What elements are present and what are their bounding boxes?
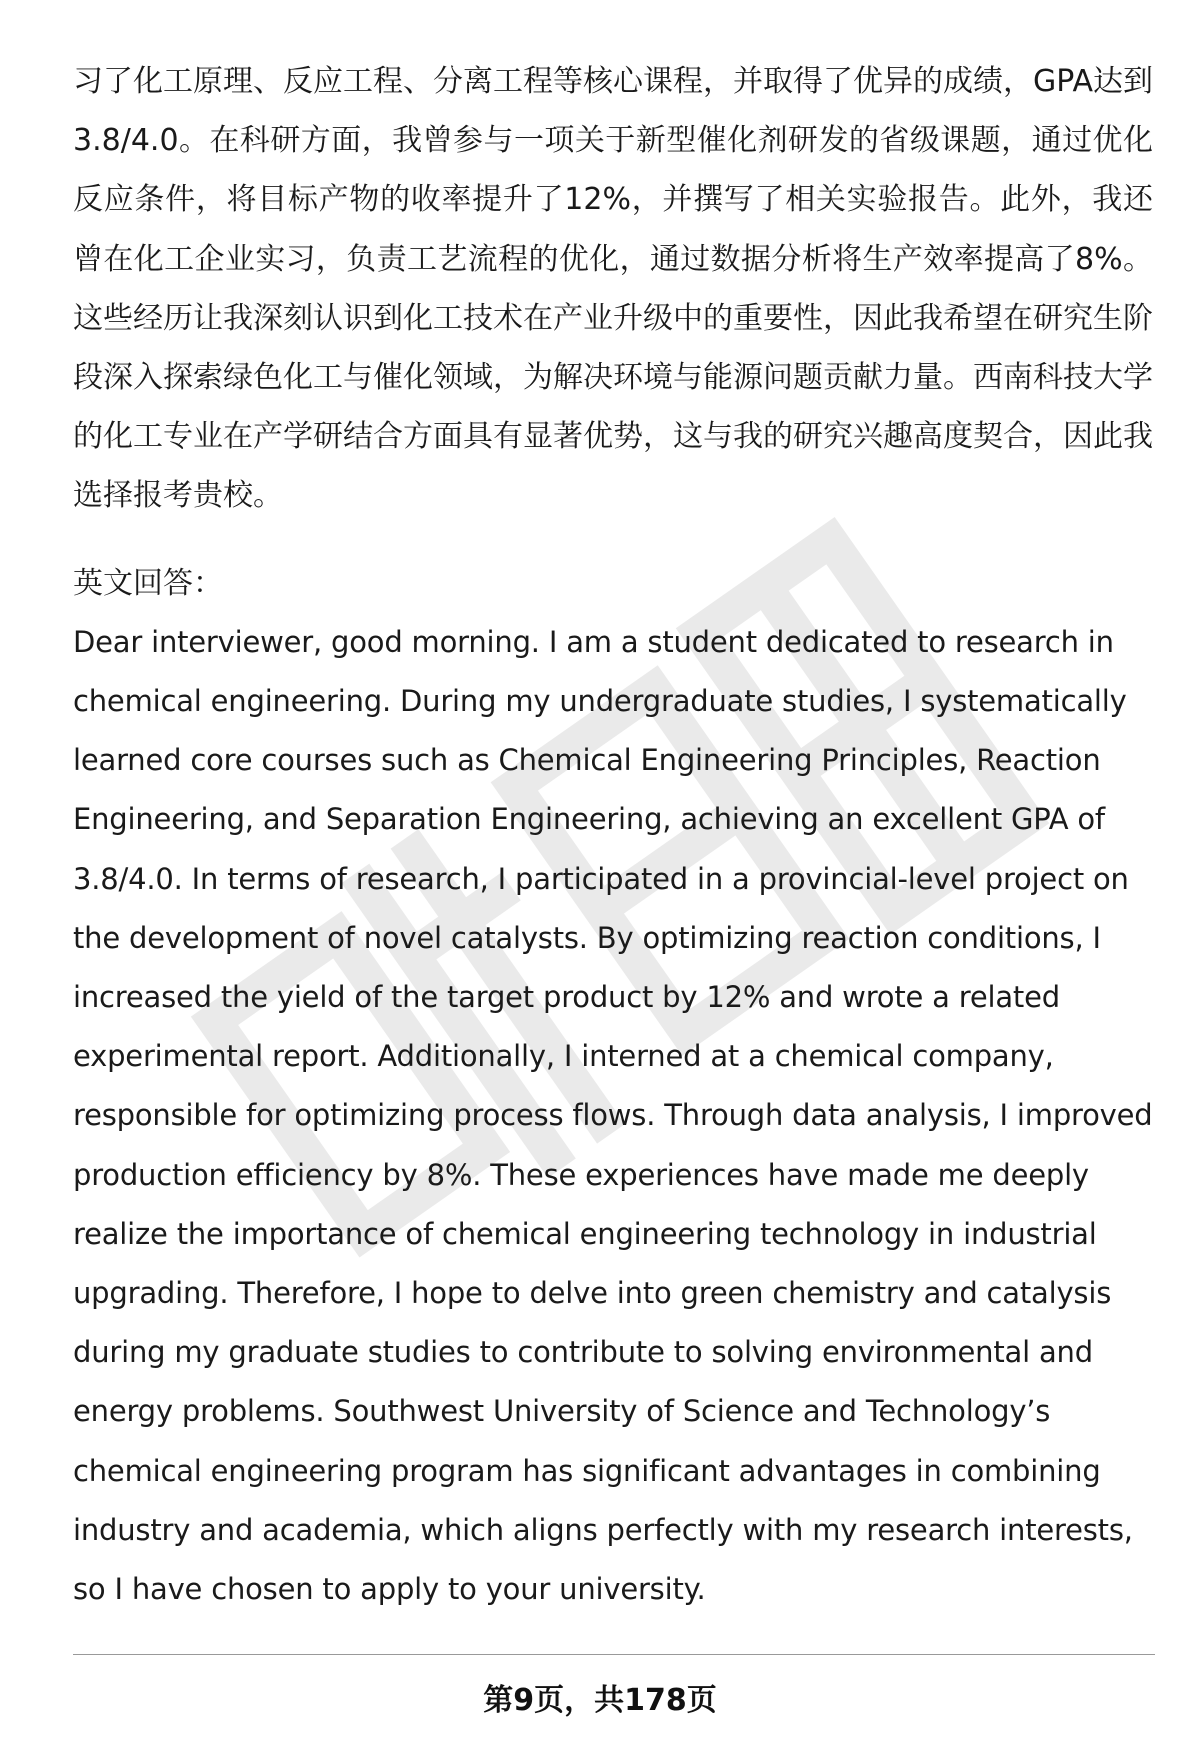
chinese-answer-paragraph: 习了化工原理、反应工程、分离工程等核心课程，并取得了优异的成绩，GPA达到3.8/4.0。在科研方面，我曾参与一项关于新型催化剂研发的省级课题，通过优化反应条件，将目标产物的收率提升了12%，并撰写了相关实验报告。此外，我还曾在化工企业实习，负责工艺流程的优化，通过数据分析将生产效率提高了8%。这些经历让我深刻认识到化工技术在产业升级中的重要性，因此我希望在研究生阶段深入探索绿色化工与催化领域，为解决环境与能源问题贡献力量。西南科技大学的化工专业在产学研结合方面具有显著优势，这与我的研究兴趣高度契合，因此我选择报考贵校。	[73, 64, 1153, 514]
main-content	[73, 52, 1153, 1619]
page-indicator: 第9页，共178页	[483, 1683, 717, 1718]
english-answer-heading: 英文回答：	[73, 565, 223, 601]
english-answer-paragraph: Dear interviewer, good morning. I am a student dedicated to research in chemical engineering. During my undergraduate studies, I systematically learned core courses such as Chemical Engineering Principles, Reaction Engineering, and Separation Engineering, achieving an excellent GPA of 3.8/4.0. In terms of research, I participated in a provincial-level project on the development of novel catalysts. By optimizing reaction conditions, I increased the yield of the target product by 12% and wrote a related experimental report. Additionally, I interned at a chemical company, responsible for optimizing process flows. Through data analysis, I improved production efficiency by 8%. These experiences have made me deeply realize the importance of chemical engineering technology in industrial upgrading. Therefore, I hope to delve into green chemistry and catalysis during my graduate studies to contribute to solving environmental and energy problems. Southwest University of Science and Technology’s chemical engineering program has significant advantages in combining industry and academia, which aligns perfectly with my research interests, so I have chosen to apply to your university.	[73, 624, 1153, 1607]
footer-divider	[73, 1654, 1155, 1655]
